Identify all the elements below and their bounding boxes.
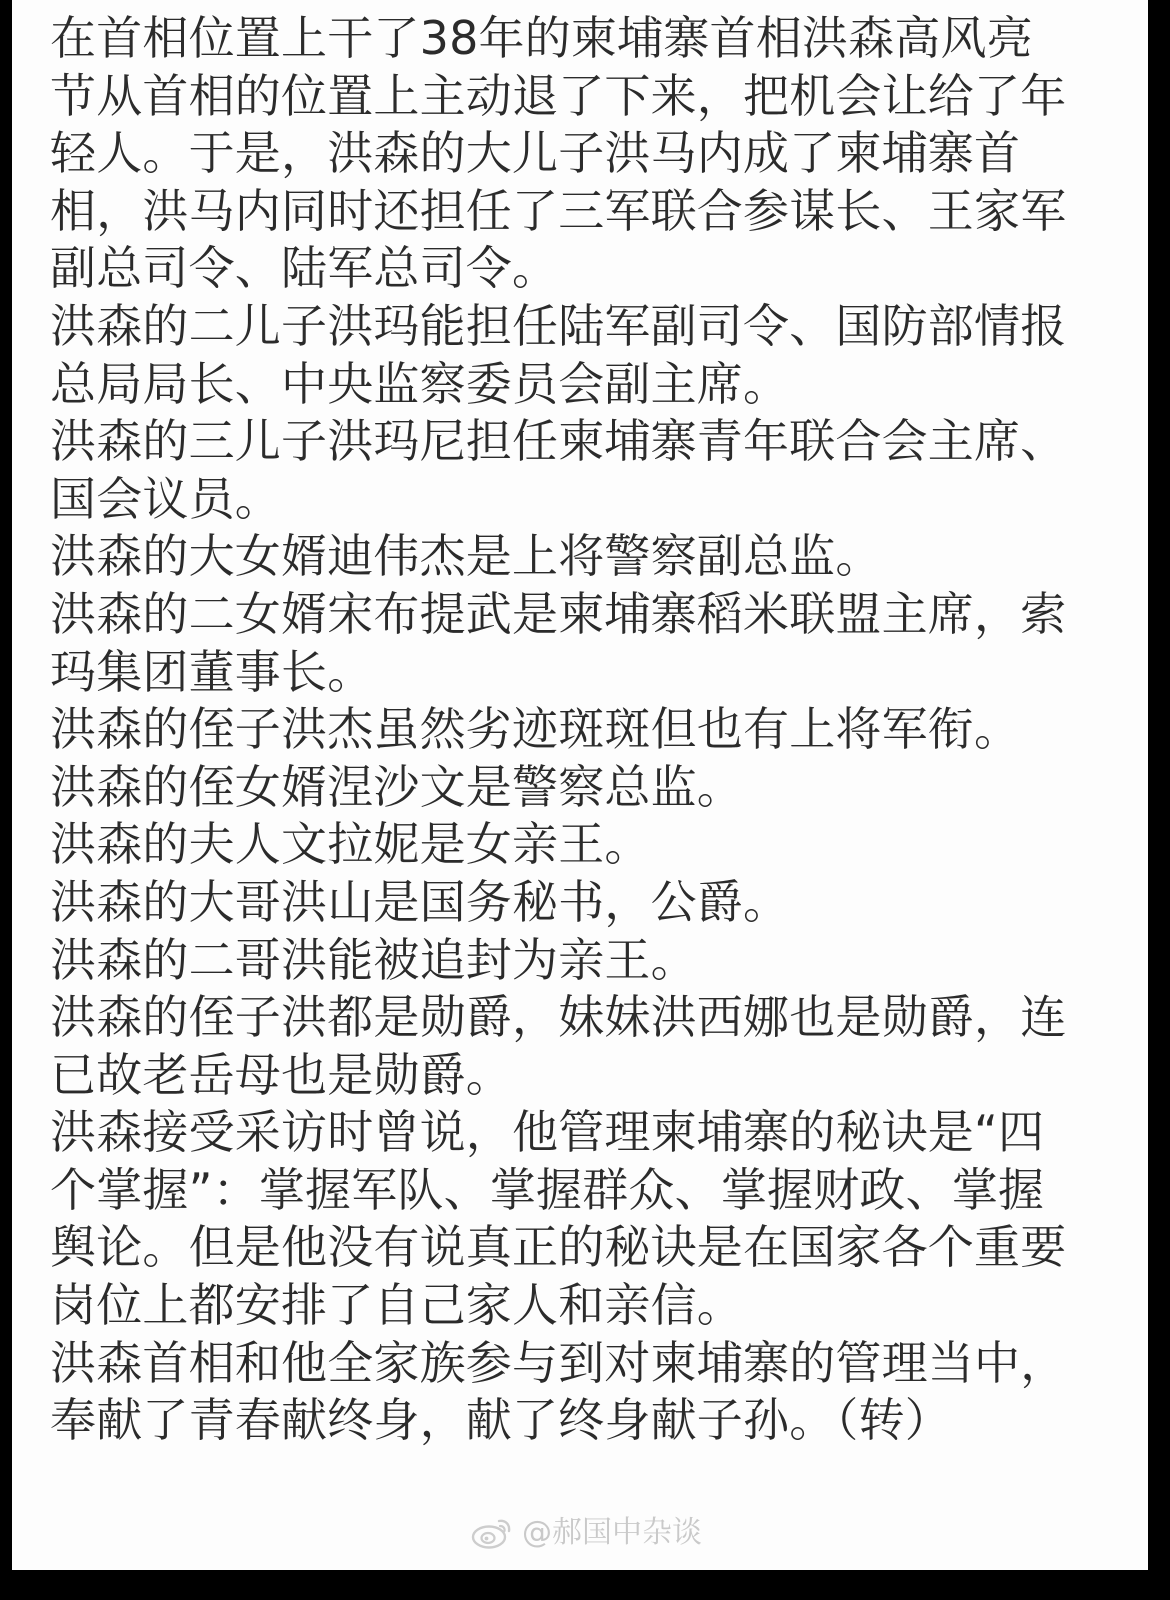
article-line: 玛集团董事长。	[50, 644, 374, 699]
article-line: 洪森的大哥洪山是国务秘书，公爵。	[50, 874, 790, 929]
article-line: 舆论。但是他没有说真正的秘诀是在国家各个重要	[50, 1220, 1067, 1275]
article-line: 洪森的大女婿迪伟杰是上将警察副总监。	[50, 529, 882, 584]
article-line: 奉献了青春献终身，献了终身献子孙。（转）	[50, 1393, 951, 1448]
article-line: 副总司令、陆军总司令。	[50, 241, 559, 296]
article-line: 洪森的夫人文拉妮是女亲王。	[50, 817, 651, 872]
weibo-watermark	[470, 1513, 702, 1553]
article-line: 岗位上都安排了自己家人和亲信。	[50, 1278, 743, 1333]
article-line: 个掌握”：掌握军队、掌握群众、掌握财政、掌握	[50, 1162, 1045, 1217]
article-line: 总局局长、中央监察委员会副主席。	[50, 356, 790, 411]
article-line: 洪森的三儿子洪玛尼担任柬埔寨青年联合会主席、	[50, 414, 1067, 469]
article-line: 洪森接受采访时曾说，他管理柬埔寨的秘诀是“四	[50, 1105, 1045, 1160]
weibo-logo-icon	[470, 1516, 514, 1550]
article-line: 洪森的侄子洪都是勋爵，妹妹洪西娜也是勋爵，连	[50, 990, 1067, 1045]
article-line: 轻人。于是，洪森的大儿子洪马内成了柬埔寨首	[50, 126, 1021, 181]
article-line: 已故老岳母也是勋爵。	[50, 1047, 512, 1102]
article-line: 洪森的二儿子洪玛能担任陆军副司令、国防部情报	[50, 298, 1067, 353]
article-line: 在首相位置上干了38年的柬埔寨首相洪森高风亮	[50, 11, 1033, 65]
article-line: 相，洪马内同时还担任了三军联合参谋长、王家军	[50, 183, 1067, 238]
article-line: 国会议员。	[50, 471, 281, 526]
article-line: 洪森的侄子洪杰虽然劣迹斑斑但也有上将军衔。	[50, 702, 1021, 757]
bottom-border	[0, 1570, 1170, 1600]
article-line: 节从首相的位置上主动退了下来，把机会让给了年	[50, 68, 1067, 123]
article-line: 洪森首相和他全家族参与到对柬埔寨的管理当中，	[50, 1335, 1067, 1390]
article-line: 洪森的二女婿宋布提武是柬埔寨稻米联盟主席，索	[50, 586, 1067, 641]
watermark-text: @郝国中杂谈	[522, 1515, 702, 1550]
document-sheet	[12, 0, 1148, 1570]
article-line: 洪森的侄女婿涅沙文是警察总监。	[50, 759, 743, 814]
article-body	[50, 10, 1146, 1450]
article-line: 洪森的二哥洪能被追封为亲王。	[50, 932, 697, 987]
